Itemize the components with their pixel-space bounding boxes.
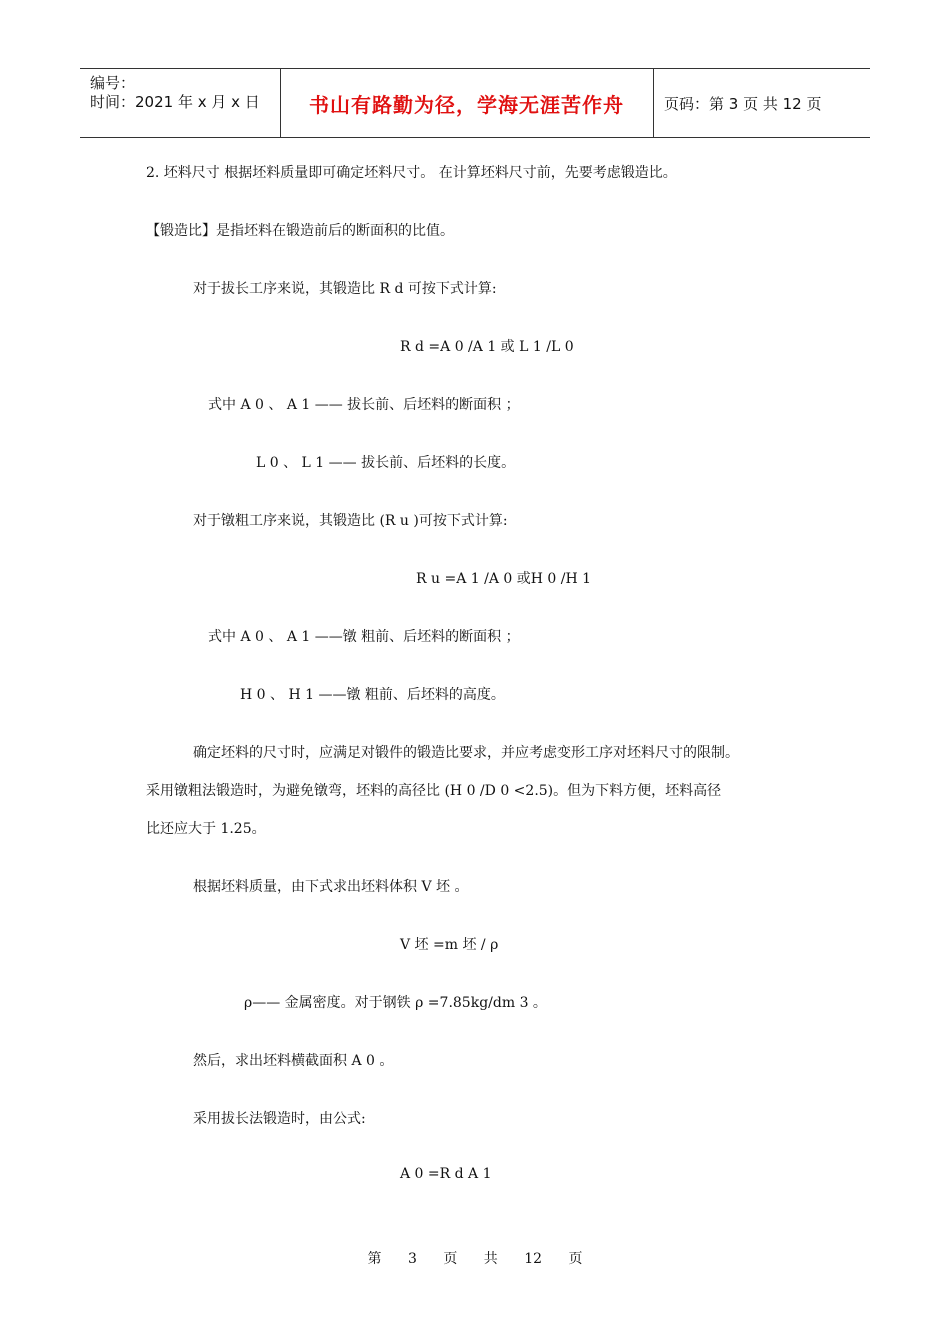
body-line: L 0 、 L 1 —— 拔长前、后坯料的长度。	[256, 455, 516, 471]
body-line: 2. 坯料尺寸 根据坯料质量即可确定坯料尺寸。 在计算坯料尺寸前，先要考虑锻造比。	[146, 165, 677, 181]
footer-page-number: 3	[407, 1251, 417, 1267]
page-footer	[0, 1248, 950, 1268]
document-number-label: 编号：	[90, 74, 136, 92]
body-line: 式中 A 0 、 A 1 ——镦 粗前、后坯料的断面积 ；	[208, 629, 520, 645]
formula-line: A 0 =R d A 1	[400, 1166, 492, 1182]
document-date-label: 时间：2021 年 x 月 x 日	[90, 93, 260, 111]
header-motto: 书山有路勤为径，学海无涯苦作舟	[309, 92, 624, 117]
header-right-cell	[654, 69, 870, 137]
footer-word: 页	[568, 1251, 583, 1267]
body-line: 式中 A 0 、 A 1 —— 拔长前、后坯料的断面积 ；	[208, 397, 520, 413]
body-line: H 0 、 H 1 ——镦 粗前、后坯料的高度。	[240, 687, 505, 703]
footer-word: 页	[443, 1251, 458, 1267]
footer-word: 共	[483, 1251, 498, 1267]
formula-line: R u =A 1 /A 0 或H 0 /H 1	[416, 571, 592, 587]
body-line: 比还应大于 1.25。	[146, 821, 266, 837]
formula-line: V 坯 =m 坯 / ρ	[400, 937, 499, 953]
footer-total-pages: 12	[524, 1251, 543, 1267]
body-line: 采用镦粗法锻造时，为避免镦弯，坯料的高径比 (H 0 /D 0 <2.5)。但为下料方便，坯料高径	[146, 783, 722, 799]
body-line: 然后，求出坯料横截面积 A 0 。	[193, 1053, 394, 1069]
body-line: 采用拔长法锻造时，由公式:	[193, 1111, 366, 1127]
body-line: ρ—— 金属密度。对于钢铁 ρ =7.85kg/dm 3 。	[244, 995, 547, 1011]
body-line: 对于拔长工序来说，其锻造比 R d 可按下式计算:	[193, 281, 497, 297]
body-line: 根据坯料质量，由下式求出坯料体积 V 坯 。	[193, 879, 469, 895]
body-line: 【锻造比】是指坯料在锻造前后的断面积的比值。	[146, 223, 454, 239]
footer-word: 第	[367, 1251, 382, 1267]
body-line: 对于镦粗工序来说，其锻造比 (R u )可按下式计算:	[193, 513, 508, 529]
page-header	[80, 68, 870, 138]
body-line: 确定坯料的尺寸时，应满足对锻件的锻造比要求，并应考虑变形工序对坯料尺寸的限制。	[193, 745, 739, 761]
formula-line: R d =A 0 /A 1 或 L 1 /L 0	[400, 339, 574, 355]
header-left-cell	[80, 69, 281, 137]
header-page-info: 页码：第 3 页 共 12 页	[664, 94, 822, 113]
header-middle-cell	[280, 69, 654, 137]
